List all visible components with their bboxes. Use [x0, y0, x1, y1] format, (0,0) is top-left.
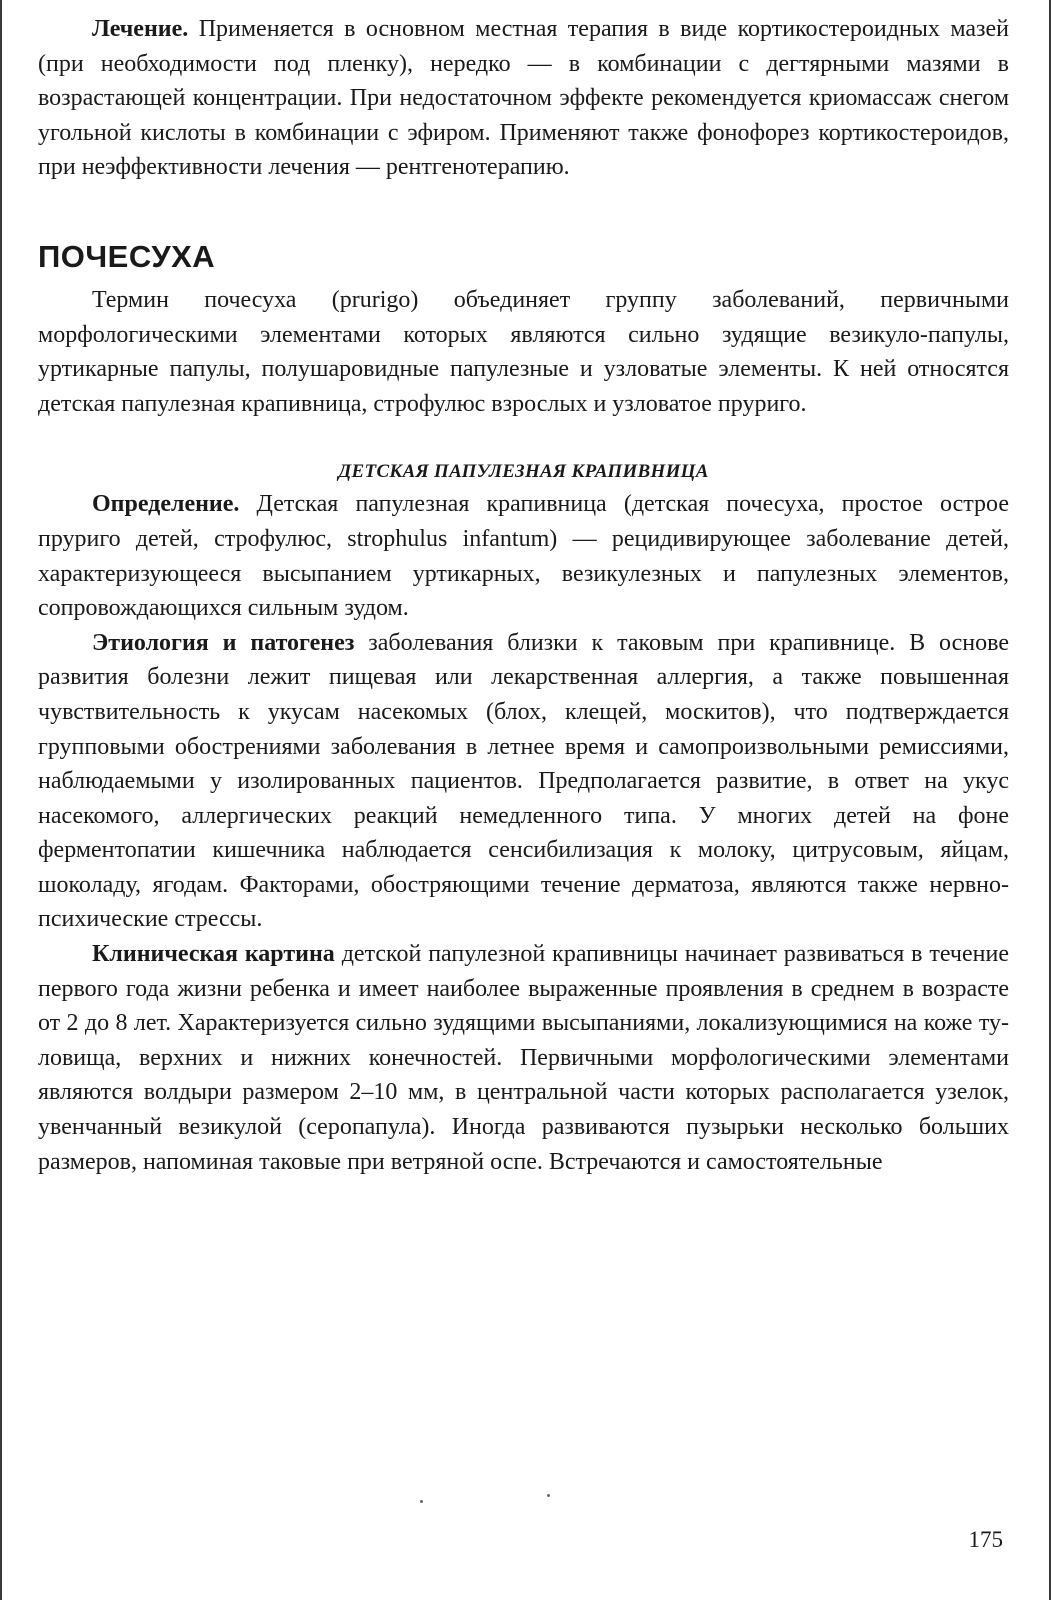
definition-text: Детская папулезная крапивница (детская почесуха, простое острое пруриго детей, строфулюс, strophulus infantum) — рецидивирующее заболевание детей, характеризующееся высыпанием уртикарных, везикулезных и папулезных элементов, сопровождающихся сильным зудом. — [38, 491, 1009, 622]
definition-paragraph — [38, 487, 1009, 625]
treatment-paragraph — [38, 12, 1009, 185]
treatment-lead: Лечение. — [92, 16, 189, 42]
clinical-text: детской папулезной крапивницы начинает развиваться в течение первого года жизни ребенка и имеет наиболее выраженные проявления в среднем в возрасте от 2 до 8 лет. Характеризуется сильно зудящими высыпаниями, локализующимися на коже туловища, верхних и нижних конечностей. Первичными морфологическими элементами являются волдыри размером 2–10 мм, в центральной части которых располагается узелок, увенчанный везикулой (серопапула). Иногда развиваются пузырьки несколько больших размеров, напоминая таковые при ветряной оспе. Встречаются и самостоятельные — [38, 941, 1009, 1175]
scan-speck — [420, 1500, 423, 1503]
etiology-paragraph — [38, 626, 1009, 937]
page-content — [38, 12, 1009, 1179]
page-number: 175 — [968, 1527, 1003, 1552]
etiology-lead: Этиология и патогенез — [92, 629, 355, 656]
clinical-paragraph — [38, 937, 1009, 1179]
scan-speck — [547, 1494, 550, 1497]
subsection-heading: ДЕТСКАЯ ПАПУЛЕЗНАЯ КРАПИВНИЦА — [338, 461, 709, 483]
section-title: ПОЧЕСУХА — [38, 238, 216, 274]
etiology-text: заболевания близки к таковым при крапивнице. В основе развития болезни лежит пищевая или лекарственная аллергия, а также повышенная чувствительность к укусам насекомых (блох, клещей, москитов), что подтверждается групповыми обострениями заболевания в летнее время и самопроизвольными ремиссиями, наблюдаемыми у изолированных пациентов. Предполагается развитие, в ответ на укус насекомого, аллергических реакций немедленного типа. У многих детей на фоне ферментопатии кишечника наблюдается сенсибилизация к молоку, цитрусовым, яйцам, шоколаду, ягодам. Факторами, обостряющими течение дерматоза, являются также нервно-психические стрессы. — [38, 629, 1009, 933]
treatment-text: Применяется в основном местная терапия в виде кортикостероидных мазей (при необходимости под пленку), нередко — в комбинации с дегтярными мазями в возрастающей концентрации. При недостаточном эффекте рекомендуется криомассаж снегом угольной кислоты в комбинации с эфиром. Применяют также фонофорез кортикостероидов, при неэффективности лечения — рентгенотерапию. — [38, 16, 1009, 181]
definition-lead: Определение. — [92, 491, 240, 518]
section-intro-paragraph: Термин почесуха (prurigo) объединяет группу заболеваний, первичными морфологическими элементами которых являются сильно зудящие везикуло-папулы, уртикарные папулы, полушаровидные папулезные и узловатые элементы. К ней относятся детская папулезная крапивница, строфулюс взрослых и узловатое пруриго. — [38, 286, 1009, 417]
clinical-lead: Клиническая картина — [92, 941, 335, 968]
